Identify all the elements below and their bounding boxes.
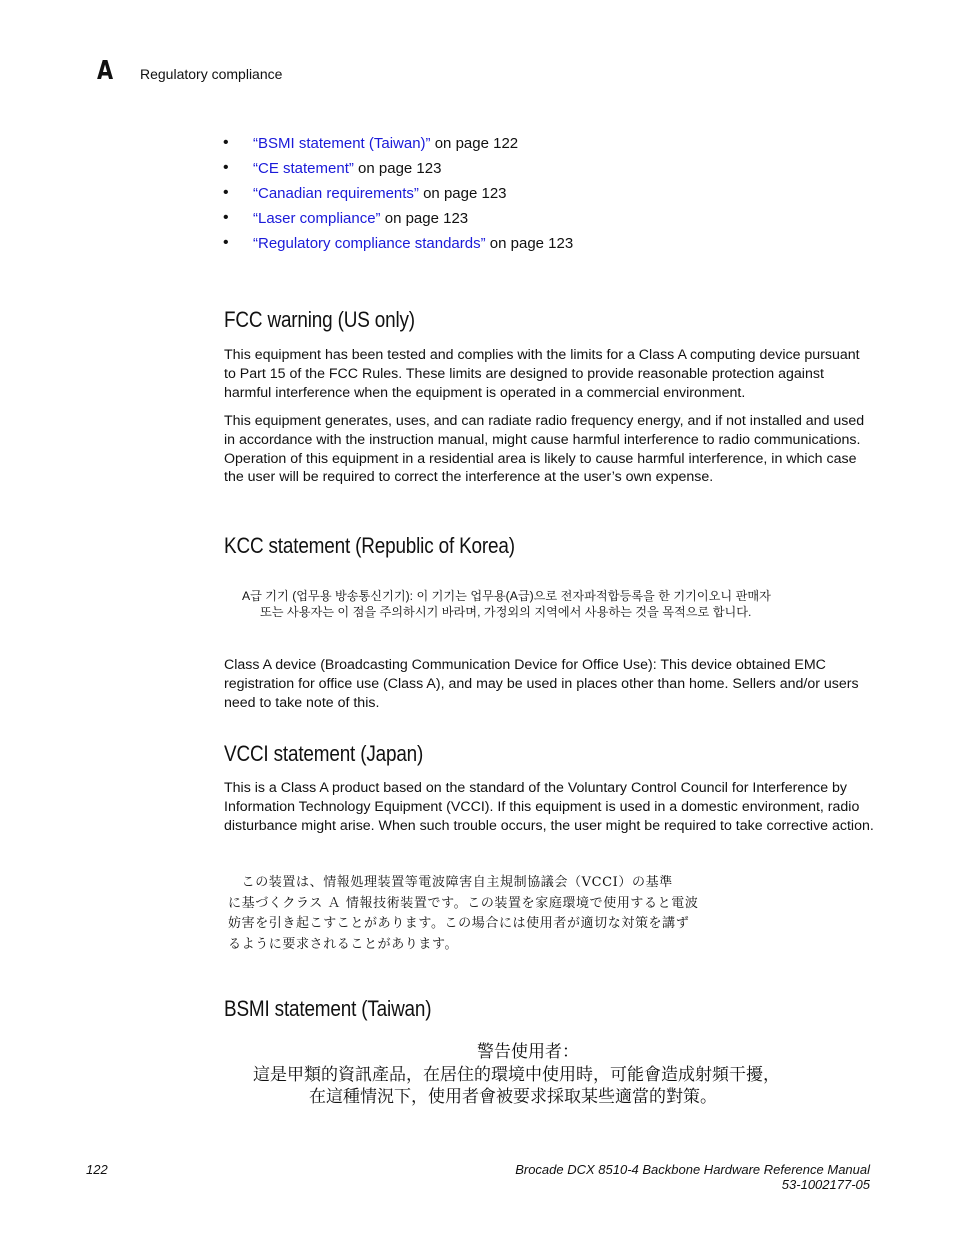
page-ref: on page 122 bbox=[430, 135, 519, 152]
page-number: 122 bbox=[86, 1162, 108, 1177]
link-ce-statement[interactable]: “CE statement” bbox=[253, 160, 354, 177]
japanese-notice-line-1: この装置は、情報処理装置等電波障害自主規制協議会（VCCI）の基準 bbox=[228, 875, 673, 890]
bullet-icon: • bbox=[223, 209, 229, 226]
japanese-notice-line-4: るように要求されることがあります。 bbox=[228, 936, 459, 952]
page-ref: on page 123 bbox=[485, 235, 574, 252]
heading-fcc-warning: FCC warning (US only) bbox=[224, 307, 415, 332]
chinese-notice-line-2: 這是甲類的資訊產品，在居住的環境中使用時，可能會造成射頻干擾， bbox=[253, 1065, 780, 1085]
link-laser-compliance[interactable]: “Laser compliance” bbox=[253, 210, 381, 227]
japanese-notice-line-3: 妨害を引き起こすことがあります。この場合には使用者が適切な対策を講ず bbox=[228, 916, 690, 931]
heading-bsmi-statement: BSMI statement (Taiwan) bbox=[224, 996, 432, 1021]
link-canadian-requirements[interactable]: “Canadian requirements” bbox=[253, 185, 419, 202]
bullet-icon: • bbox=[223, 184, 229, 201]
bullet-icon: • bbox=[223, 234, 229, 251]
manual-title: Brocade DCX 8510-4 Backbone Hardware Reference Manual bbox=[515, 1162, 870, 1177]
chapter-letter: A bbox=[97, 56, 114, 86]
page-ref: on page 123 bbox=[380, 210, 469, 227]
korean-notice-line-2: 또는 사용자는 이 점을 주의하시기 바라며, 가정외의 지역에서 사용하는 것을 목적으로 합니다. bbox=[260, 605, 752, 619]
running-title: Regulatory compliance bbox=[140, 66, 283, 82]
vcci-paragraph-1: This is a Class A product based on the standard of the Voluntary Control Council for Interference by Information Technology Equipment (VCCI). If this equipment is used in a domestic environment, radio disturbance might arise. When such trouble occurs, the user might be required to take corrective action. bbox=[224, 780, 874, 834]
bullet-icon: • bbox=[223, 134, 229, 151]
document-number: 53-1002177-05 bbox=[781, 1177, 870, 1192]
heading-kcc-statement: KCC statement (Republic of Korea) bbox=[224, 533, 515, 558]
fcc-paragraph-1: This equipment has been tested and complies with the limits for a Class A computing device pursuant to Part 15 of the FCC Rules. These limits are designed to provide reasonable protection against harmful interference when the equipment is operated in a commercial environment. bbox=[224, 347, 860, 401]
link-bsmi-statement[interactable]: “BSMI statement (Taiwan)” bbox=[253, 135, 431, 152]
chinese-notice-line-3: 在這種情況下，使用者會被要求採取某些適當的對策。 bbox=[309, 1087, 717, 1107]
heading-vcci-statement: VCCI statement (Japan) bbox=[224, 741, 424, 766]
page-ref: on page 123 bbox=[418, 185, 507, 202]
page-ref: on page 123 bbox=[353, 160, 442, 177]
japanese-notice-line-2: に基づくクラス Ａ 情報技術装置です。この装置を家庭環境で使用すると電波 bbox=[228, 895, 699, 911]
fcc-paragraph-2: This equipment generates, uses, and can radiate radio frequency energy, and if not installed and used in accordance with the instruction manual, might cause harmful interference to radio communications. Operation of this equipment in a residential area is likely to cause harmful interference, in which case the user will be required to correct the interference at the user’s own expense. bbox=[224, 413, 865, 486]
bullet-icon: • bbox=[223, 159, 229, 176]
kcc-paragraph-1: Class A device (Broadcasting Communication Device for Office Use): This device obtained EMC registration for office use (Class A), and may be used in places other than home. Sellers and/or users need to take note of this. bbox=[224, 657, 859, 711]
chinese-notice-line-1: 警告使用者： bbox=[477, 1042, 579, 1062]
japanese-notice bbox=[228, 873, 748, 955]
link-regulatory-compliance-standards[interactable]: “Regulatory compliance standards” bbox=[253, 235, 486, 252]
korean-notice-line-1: A급 기기 (업무용 방송통신기기): 이 기기는 업무용(A급)으로 전자파적합등록을 한 기기이오니 판매자 bbox=[242, 589, 771, 603]
